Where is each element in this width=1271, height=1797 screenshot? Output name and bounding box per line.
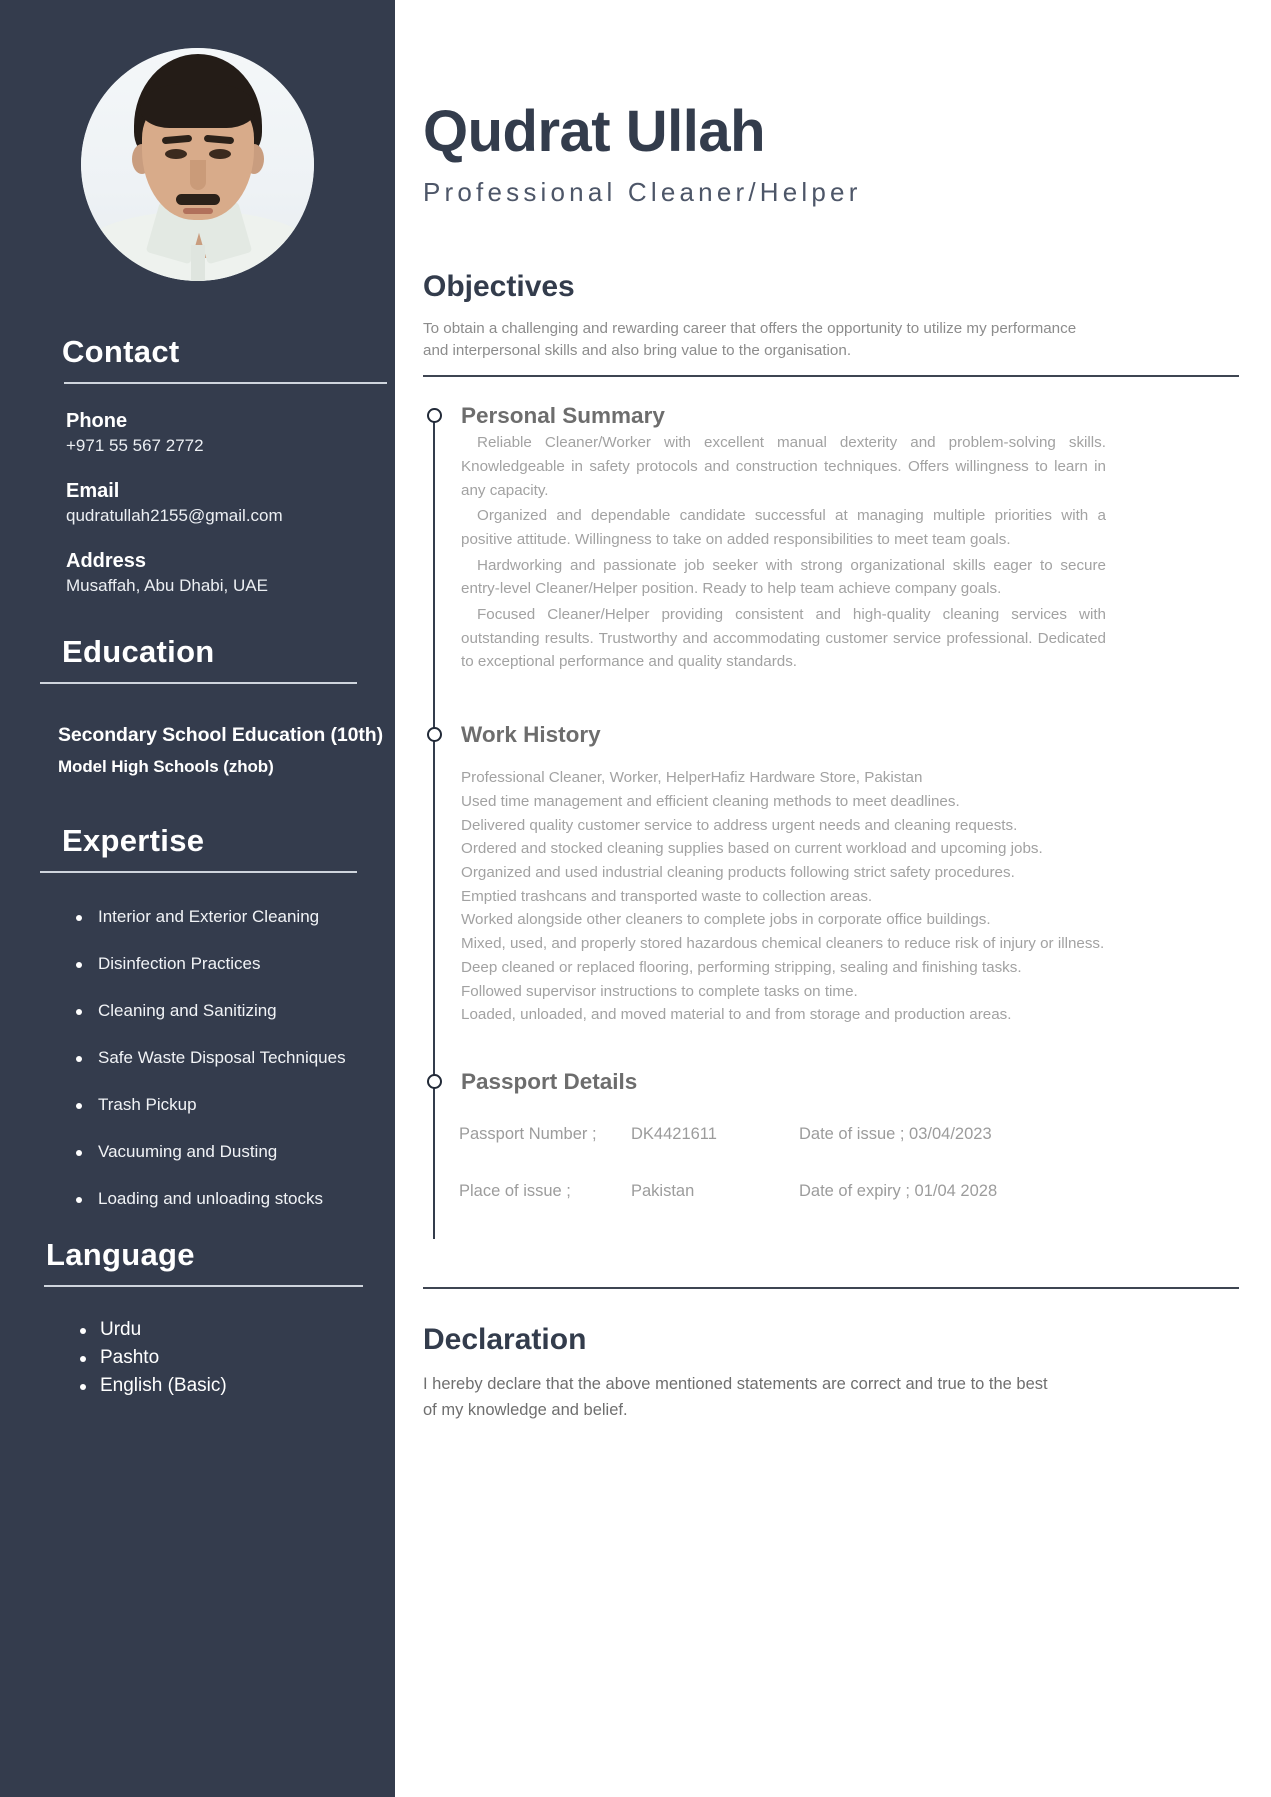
objectives-heading: Objectives <box>423 270 575 303</box>
table-row <box>459 1182 1079 1239</box>
objectives-text: To obtain a challenging and rewarding career that offers the opportunity to utilize my performance and interpersonal skills and also bring value to the organisation. <box>423 320 1077 359</box>
avatar <box>81 48 314 281</box>
work-line: Emptied trashcans and transported waste to collection areas. <box>461 887 873 905</box>
language-divider <box>44 1285 363 1287</box>
list-item: Urdu <box>100 1319 395 1341</box>
education-heading: Education <box>62 634 215 669</box>
passport-number-label: Passport Number ; <box>459 1124 597 1143</box>
list-item: Safe Waste Disposal Techniques <box>98 1048 395 1068</box>
list-item: Trash Pickup <box>98 1095 395 1115</box>
education-divider <box>40 682 357 684</box>
profile-photo <box>81 48 314 281</box>
contact-list <box>0 410 395 596</box>
contact-divider <box>64 382 387 384</box>
work-line: Used time management and efficient cleaning methods to meet deadlines. <box>461 792 960 810</box>
place-of-issue-label: Place of issue ; <box>459 1181 571 1200</box>
expertise-list <box>0 907 395 1209</box>
list-item: Loading and unloading stocks <box>98 1189 395 1209</box>
passport-table <box>459 1125 1079 1239</box>
email-value[interactable]: qudratullah2155@gmail.com <box>66 506 283 525</box>
work-line: Worked alongside other cleaners to complete jobs in corporate office buildings. <box>461 911 991 929</box>
passport-heading: Passport Details <box>461 1068 638 1094</box>
summary-paragraph: Focused Cleaner/Helper providing consistent and high-quality cleaning services with outstanding results. Trustworthy and accommodating customer service professional. Dedicated to exceptional performance and quality standards. <box>461 606 1106 671</box>
work-line: Followed supervisor instructions to complete tasks on time. <box>461 982 858 1000</box>
list-item: Interior and Exterior Cleaning <box>98 907 395 927</box>
list-item: English (Basic) <box>100 1375 395 1397</box>
work-history-heading: Work History <box>461 722 601 748</box>
work-line: Organized and used industrial cleaning products following strict safety procedures. <box>461 864 1015 881</box>
summary-paragraph: Organized and dependable candidate successful at managing multiple priorities with a positive attitude. Willingness to take on added responsibilities to meet team goals. <box>461 507 1106 548</box>
section-personal-summary <box>459 403 1243 674</box>
address-value: Musaffah, Abu Dhabi, UAE <box>66 576 268 595</box>
summary-paragraph: Hardworking and passionate job seeker with strong organizational skills eager to secure entry-level Cleaner/Helper position. Ready to help team achieve company goals. <box>461 556 1106 598</box>
summary-paragraph: Reliable Cleaner/Worker with excellent manual dexterity and problem-solving skills. Knowledgeable in safety protocols and construction techniques. Offers willingness to learn in any capacity. <box>461 434 1106 499</box>
education-entry <box>0 724 395 777</box>
language-heading: Language <box>46 1237 195 1272</box>
phone-value[interactable]: +971 55 567 2772 <box>66 436 204 455</box>
language-list <box>0 1319 395 1397</box>
timeline-line <box>433 415 435 1239</box>
work-line: Delivered quality customer service to address urgent needs and cleaning requests. <box>461 816 1018 834</box>
address-label: Address <box>66 550 147 572</box>
timeline-dot-icon <box>427 1074 442 1089</box>
place-of-issue-value: Pakistan <box>631 1181 695 1200</box>
job-title: Professional Cleaner/Helper <box>423 177 862 207</box>
education-degree: Secondary School Education (10th) <box>58 724 384 746</box>
passport-expiry-date: Date of expiry ; 01/04 2028 <box>799 1181 998 1200</box>
list-item: Pashto <box>100 1347 395 1369</box>
work-line: Professional Cleaner, Worker, HelperHafiz Hardware Store, Pakistan <box>461 769 923 787</box>
declaration-heading: Declaration <box>423 1322 587 1356</box>
work-line: Mixed, used, and properly stored hazardous chemical cleaners to reduce risk of injury or illness. <box>461 935 1105 953</box>
contact-heading: Contact <box>62 334 180 369</box>
email-label: Email <box>66 480 120 502</box>
expertise-divider <box>40 871 357 873</box>
table-row <box>459 1125 1079 1182</box>
phone-label: Phone <box>66 410 128 432</box>
work-history-body <box>459 766 1243 1027</box>
timeline-dot-icon <box>427 408 442 423</box>
timeline-dot-icon <box>427 727 442 742</box>
page-title: Qudrat Ullah <box>423 99 766 164</box>
expertise-heading: Expertise <box>62 823 205 858</box>
passport-issue-date: Date of issue ; 03/04/2023 <box>799 1124 992 1143</box>
passport-number-value: DK4421611 <box>631 1124 717 1143</box>
main-content <box>395 0 1271 1797</box>
personal-summary-body <box>459 431 1243 674</box>
timeline <box>423 403 1243 1239</box>
list-item: Cleaning and Sanitizing <box>98 1001 395 1021</box>
objectives-divider <box>423 375 1239 377</box>
section-passport-details <box>459 1069 1243 1239</box>
list-item: Disinfection Practices <box>98 954 395 974</box>
work-line: Deep cleaned or replaced flooring, performing stripping, sealing and finishing tasks. <box>461 958 1022 976</box>
list-item: Vacuuming and Dusting <box>98 1142 395 1162</box>
work-line: Ordered and stocked cleaning supplies based on current workload and upcoming jobs. <box>461 840 1043 858</box>
declaration-divider <box>423 1287 1239 1289</box>
declaration-text: I hereby declare that the above mentioned statements are correct and true to the best of my knowledge and belief. <box>423 1374 1048 1420</box>
personal-summary-heading: Personal Summary <box>461 403 665 429</box>
sidebar <box>0 0 395 1797</box>
work-line: Loaded, unloaded, and moved material to and from storage and production areas. <box>461 1006 1012 1024</box>
section-work-history <box>459 722 1243 1027</box>
education-school: Model High Schools (zhob) <box>58 757 274 776</box>
